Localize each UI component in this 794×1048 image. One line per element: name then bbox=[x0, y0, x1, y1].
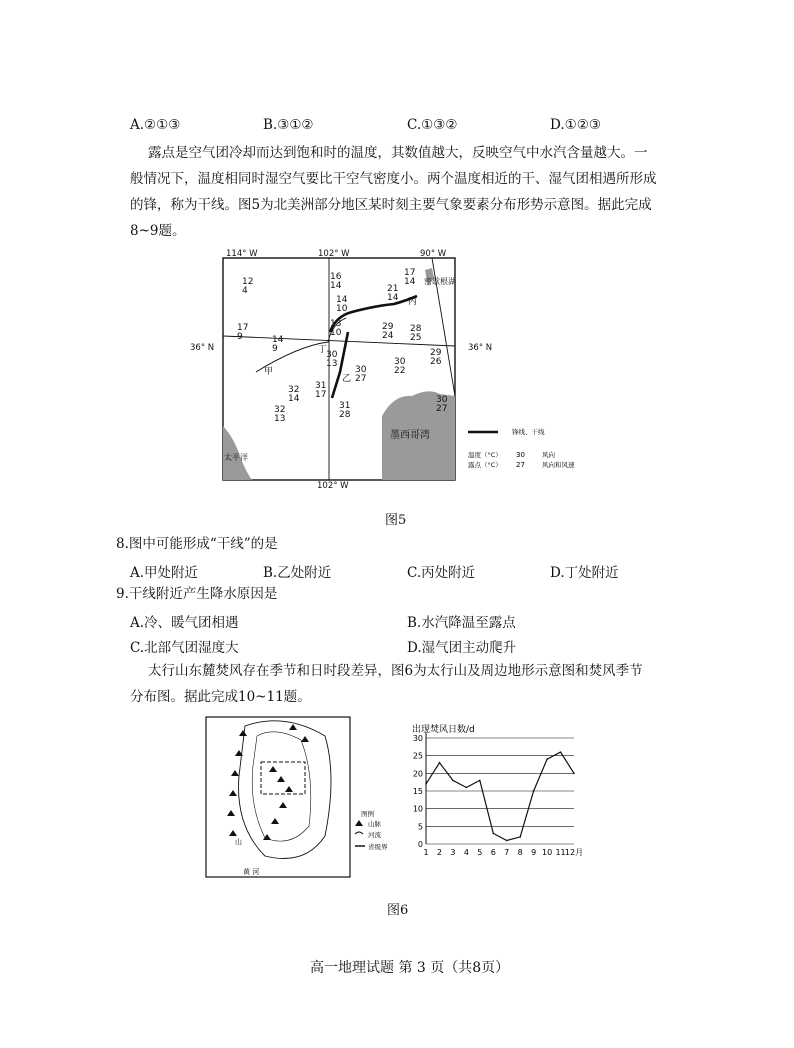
st-19-d: 27 bbox=[436, 404, 448, 414]
q8-option-d: D.丁处附近 bbox=[550, 565, 619, 581]
q9-option-a: A.冷、暖气团相遇 bbox=[130, 615, 239, 631]
chart-xtick-label: 5 bbox=[477, 848, 483, 857]
place-jia: 甲 bbox=[264, 367, 274, 377]
chart-xtick-label: 1 bbox=[423, 848, 429, 857]
chart-ytick-label: 15 bbox=[412, 787, 423, 796]
intro-line: 露点是空气团冷却而达到饱和时的温度，其数值越大，反映空气中水汽含量越大。一 bbox=[148, 145, 648, 161]
st-13-t: 30 bbox=[394, 357, 406, 367]
q9-option-c: C.北部气团湿度大 bbox=[130, 640, 239, 656]
q9-stem: 9.干线附近产生降水原因是 bbox=[116, 586, 278, 602]
figure-5-caption: 图5 bbox=[385, 513, 407, 528]
st-12-t: 29 bbox=[430, 348, 442, 358]
st-8-t: 14 bbox=[272, 335, 284, 345]
q7-option-d: D.①②③ bbox=[550, 117, 601, 133]
river-label: 黄 河 bbox=[243, 868, 260, 876]
st-1-d: 4 bbox=[242, 286, 248, 296]
intro-line: 的锋，称为干线。图5为北美洲部分地区某时刻主要气象要素分布形势示意图。据此完成 bbox=[130, 197, 652, 213]
chart-ytick-label: 20 bbox=[412, 769, 423, 779]
place-yi: 乙 bbox=[342, 374, 352, 384]
chart-xtick-label: 4 bbox=[463, 848, 469, 857]
chart-ytick-label: 0 bbox=[417, 840, 423, 849]
intro-line: 8~9题。 bbox=[130, 223, 186, 239]
q7-option-b: B.③①② bbox=[263, 117, 314, 133]
st-10-t: 29 bbox=[382, 322, 394, 332]
figure-6-map bbox=[205, 716, 401, 878]
lon-label-102: 102° W bbox=[318, 249, 350, 259]
st-14-t: 30 bbox=[355, 365, 367, 375]
st-11-t: 28 bbox=[410, 324, 422, 334]
chart-xtick-label: 10 bbox=[541, 848, 553, 857]
intro-10-11-line: 太行山东麓焚风存在季节和日时段差异，图6为太行山及周边地形示意图和焚风季节 bbox=[148, 663, 643, 679]
mountain-label: 山 bbox=[235, 838, 242, 846]
st-16-t: 31 bbox=[315, 381, 327, 391]
legend-temp-text: 温度（°C） bbox=[468, 451, 502, 459]
st-4-t: 13 bbox=[330, 319, 342, 329]
figure-5-map bbox=[190, 246, 612, 494]
st-3-t: 14 bbox=[336, 295, 348, 305]
legend-river: 河流 bbox=[368, 831, 381, 839]
chart-ytick-label: 25 bbox=[412, 751, 423, 761]
chart-xtick-label: 3 bbox=[450, 848, 456, 857]
q8-stem: 8.图中可能形成“干线”的是 bbox=[116, 536, 278, 552]
st-3-d: 10 bbox=[336, 304, 348, 314]
st-12-d: 26 bbox=[430, 357, 442, 367]
q7-option-a: A.②①③ bbox=[130, 117, 181, 133]
legend-sample-temp: 30 bbox=[516, 451, 525, 459]
st-2-d: 14 bbox=[330, 281, 342, 291]
figure-6-chart bbox=[410, 722, 590, 872]
chart-series-line bbox=[426, 752, 574, 840]
chart-xtick-label: 6 bbox=[490, 848, 496, 857]
lon-label-90: 90° W bbox=[420, 249, 447, 259]
st-11-d: 25 bbox=[410, 333, 422, 343]
chart-ytick-label: 30 bbox=[412, 734, 423, 743]
lon-label-102-bottom: 102° W bbox=[317, 481, 349, 491]
chart-xtick-label: 8 bbox=[517, 848, 523, 857]
chart-xtick-label: 9 bbox=[531, 848, 537, 857]
q9-option-b: B.水汽降温至露点 bbox=[407, 615, 516, 631]
st-16-d: 17 bbox=[315, 390, 327, 400]
legend-wind-dir: 风向 bbox=[542, 451, 555, 459]
st-1-t: 12 bbox=[242, 277, 254, 287]
q8-option-c: C.丙处附近 bbox=[407, 565, 476, 581]
chart-xtick-label: 11 bbox=[555, 848, 566, 857]
st-6-t: 21 bbox=[387, 284, 399, 294]
chart-xtick-label: 12月 bbox=[564, 848, 584, 857]
st-4-d: 10 bbox=[330, 328, 342, 338]
legend-front-text: 锋线、干线 bbox=[512, 428, 545, 436]
q7-option-c: C.①③② bbox=[407, 117, 458, 133]
legend-border: 省级界 bbox=[368, 843, 388, 851]
figure-6-caption: 图6 bbox=[387, 903, 409, 918]
chart-ytick-label: 5 bbox=[417, 822, 423, 832]
lat-label-left: 36° N bbox=[190, 343, 215, 353]
chart-xtick-label: 2 bbox=[436, 848, 443, 857]
st-13-d: 22 bbox=[394, 366, 406, 376]
intro-line: 般情况下，温度相同时湿空气要比干空气密度小。两个温度相近的干、湿气团相遇所形成 bbox=[130, 171, 657, 187]
st-7-d: 9 bbox=[237, 332, 243, 342]
st-9-t: 30 bbox=[326, 350, 338, 360]
st-5-t: 17 bbox=[404, 268, 416, 278]
st-19-t: 30 bbox=[436, 395, 448, 405]
st-18-d: 28 bbox=[339, 410, 351, 420]
st-5-d: 14 bbox=[404, 277, 416, 287]
place-ding: 丁 bbox=[318, 345, 328, 355]
st-17-d: 13 bbox=[274, 414, 286, 424]
gulf-label: 墨西哥湾 bbox=[390, 430, 430, 441]
lon-label-114: 114° W bbox=[226, 249, 258, 259]
st-15-d: 14 bbox=[288, 394, 300, 404]
intro-10-11-line: 分布图。据此完成10~11题。 bbox=[130, 689, 311, 705]
st-9-d: 13 bbox=[326, 359, 338, 369]
st-8-d: 9 bbox=[272, 344, 278, 354]
chart-ylabel: 出现焚风日数/d bbox=[412, 725, 475, 735]
st-17-t: 32 bbox=[274, 405, 286, 415]
st-7-t: 17 bbox=[237, 323, 249, 333]
st-10-d: 24 bbox=[382, 331, 394, 341]
page-footer: 高一地理试题 第 3 页（共8页） bbox=[310, 960, 510, 976]
st-2-t: 16 bbox=[330, 272, 342, 282]
ocean-label: 太平洋 bbox=[224, 453, 248, 462]
st-18-t: 31 bbox=[339, 401, 351, 411]
chart-xtick-label: 7 bbox=[504, 848, 510, 857]
st-6-d: 14 bbox=[387, 293, 399, 303]
lat-label-right: 36° N bbox=[468, 343, 493, 353]
legend-sample-dew: 27 bbox=[516, 461, 525, 469]
legend-dew-text: 露点（°C） bbox=[468, 461, 502, 469]
q9-option-d: D.湿气团主动爬升 bbox=[407, 640, 517, 656]
st-15-t: 32 bbox=[288, 385, 300, 395]
legend-mountain: 山脉 bbox=[368, 820, 381, 828]
st-14-d: 27 bbox=[355, 374, 367, 384]
legend-wind-speed: 风向和风速 bbox=[542, 461, 575, 469]
place-bing: 丙 bbox=[408, 297, 418, 307]
lake-label: 密歇根湖 bbox=[424, 277, 456, 286]
q8-option-b: B.乙处附近 bbox=[263, 565, 332, 581]
legend-title: 图例 bbox=[361, 810, 374, 818]
q8-option-a: A.甲处附近 bbox=[130, 565, 199, 581]
chart-ytick-label: 10 bbox=[412, 804, 423, 814]
